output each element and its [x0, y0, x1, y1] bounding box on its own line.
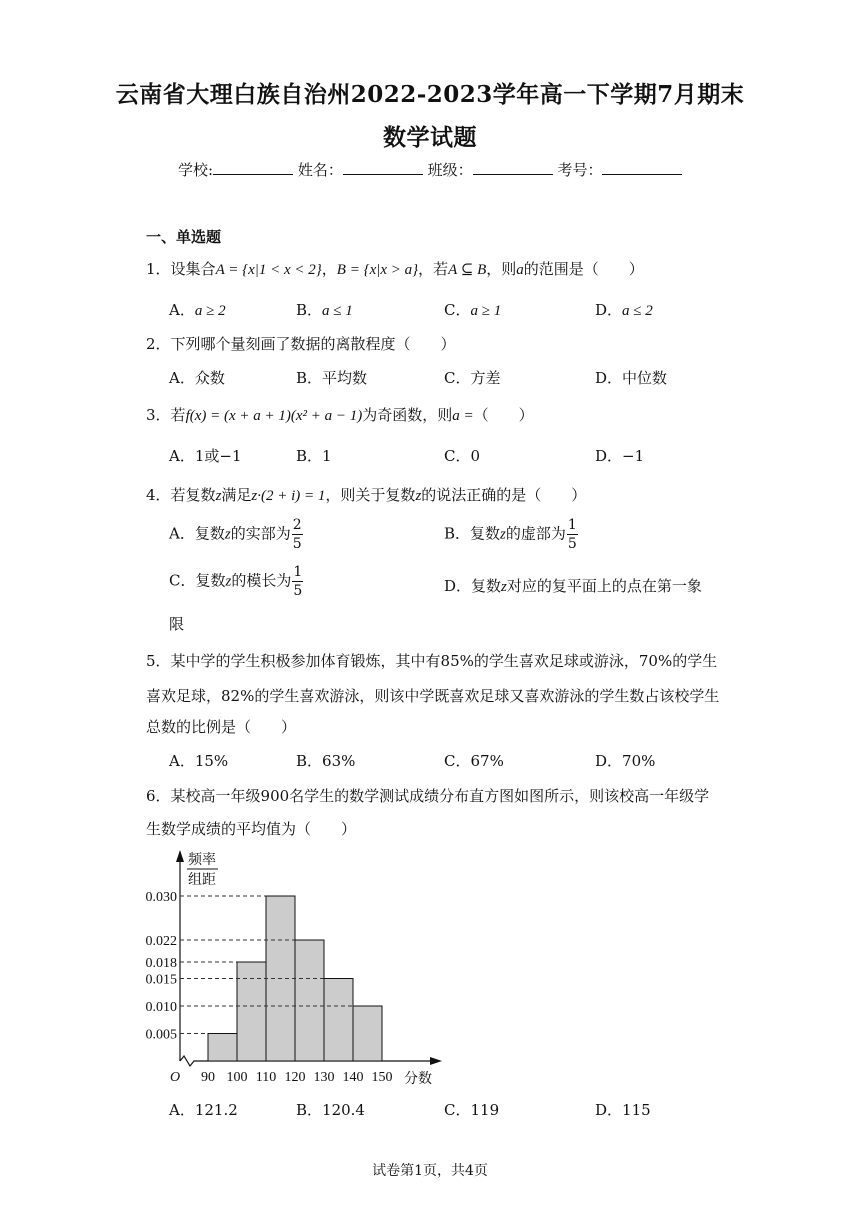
variable-z: z — [224, 526, 231, 543]
option-a[interactable]: A．众数 — [169, 369, 225, 387]
exam-title-line2: 数学试题 — [383, 124, 477, 151]
question-5-line3: 总数的比例是（ ） — [146, 718, 297, 736]
option-d[interactable]: D．115 — [595, 1101, 651, 1119]
histogram-bar — [208, 1034, 237, 1062]
question-number: 4． — [146, 486, 171, 504]
x-axis-arrow — [430, 1057, 442, 1065]
question-6-line2: 生数学成绩的平均值为（ ） — [146, 820, 357, 838]
question-2 — [146, 333, 456, 354]
option-a[interactable]: A．复数z的实部为 $\frac{2}{5}$ — [169, 517, 302, 552]
question-4 — [146, 484, 586, 505]
equation-formula: z·(2 + i) = 1 — [251, 488, 326, 504]
option-text: a ≥ 2 — [194, 303, 226, 319]
question-6 — [146, 785, 709, 806]
page-footer: 试卷第1页，共4页 — [372, 1163, 488, 1179]
histogram-chart — [140, 842, 460, 1087]
option-b[interactable]: B．120.4 — [296, 1101, 365, 1119]
x-tick-label: 130 — [313, 1070, 335, 1085]
question-number: 1． — [146, 260, 171, 278]
option-d-continuation: 限 — [169, 615, 185, 633]
student-info-line — [178, 159, 682, 180]
option-b[interactable]: B．a ≤ 1 — [296, 301, 353, 319]
question-5 — [146, 650, 717, 671]
question-number: 2． — [146, 335, 171, 353]
origin-label: O — [170, 1070, 181, 1085]
x-tick-label: 90 — [201, 1070, 215, 1085]
question-number: 5． — [146, 652, 171, 670]
school-blank[interactable] — [213, 160, 293, 175]
question-text: 设集合 — [170, 260, 216, 278]
school-label: 学校: — [178, 161, 214, 179]
function-formula: f(x) = (x + a + 1)(x² + a − 1) — [185, 408, 363, 424]
set-b-formula: B = {x|x > a} — [336, 262, 419, 278]
question-1 — [146, 258, 644, 279]
exam-no-blank[interactable] — [602, 160, 682, 175]
question-text: （ ） — [473, 406, 534, 424]
y-axis-label-top: 频率 — [188, 853, 216, 868]
question-3 — [146, 404, 534, 425]
question-text: 的说法正确的是（ ） — [421, 486, 587, 504]
question-5-line2: 喜欢足球，82%的学生喜欢游泳，则该中学既喜欢足球又喜欢游泳的学生数占该校学生 — [146, 687, 720, 705]
x-tick-label: 150 — [371, 1070, 393, 1085]
question-text: ，若 — [418, 260, 449, 278]
x-axis-label: 分数 — [404, 1072, 432, 1087]
exam-no-label: 考号： — [557, 161, 603, 179]
fraction: $\frac{2}{5}$ — [292, 517, 302, 552]
question-text: 满足 — [221, 486, 252, 504]
y-tick-label: 0.010 — [145, 1000, 177, 1015]
variable-a: a — [516, 262, 524, 278]
class-blank[interactable] — [473, 160, 553, 175]
question-text: 某校高一年级900名学生的数学测试成绩分布直方图如图所示，则该校高一年级学 — [170, 787, 710, 805]
option-b[interactable]: B．63% — [296, 752, 356, 770]
option-d[interactable]: D．中位数 — [595, 369, 668, 387]
class-label: 班级： — [427, 161, 473, 179]
option-d[interactable]: D．复数z对应的复平面上的点在第一象 — [444, 577, 702, 595]
option-c[interactable]: C．复数z的模长为 $\frac{1}{5}$ — [169, 564, 303, 599]
option-d[interactable]: D．70% — [595, 752, 656, 770]
option-c[interactable]: C．0 — [444, 447, 481, 465]
y-tick-label: 0.018 — [145, 956, 177, 971]
y-axis-arrow — [176, 850, 184, 862]
question-text: ，则关于复数 — [325, 486, 416, 504]
y-tick-label: 0.015 — [145, 972, 177, 988]
option-c[interactable]: C．119 — [444, 1101, 500, 1119]
option-d[interactable]: D．−1 — [595, 447, 645, 465]
fraction: $\frac{1}{5}$ — [567, 517, 577, 552]
question-number: 6． — [146, 787, 171, 805]
option-a[interactable]: A．1或−1 — [169, 447, 242, 465]
set-a-formula: A = {x|1 < x < 2} — [215, 262, 322, 278]
question-text: 若 — [170, 406, 186, 424]
option-d[interactable]: D．a ≤ 2 — [595, 301, 653, 319]
option-text: a ≤ 2 — [622, 303, 653, 319]
variable-z: z — [215, 488, 222, 504]
option-a[interactable]: A．15% — [169, 752, 229, 770]
histogram-bar — [324, 979, 353, 1062]
option-c[interactable]: C．67% — [444, 752, 504, 770]
question-text: ， — [321, 260, 337, 278]
y-tick-label: 0.030 — [145, 890, 177, 905]
variable-z: z — [501, 579, 507, 595]
option-b[interactable]: B．平均数 — [296, 369, 368, 387]
question-text: 若复数 — [170, 486, 216, 504]
x-tick-label: 100 — [226, 1070, 248, 1085]
question-text: 某中学的学生积极参加体育锻炼，其中有85%的学生喜欢足球或游泳，70%的学生 — [170, 652, 718, 670]
question-number: 3． — [146, 406, 171, 424]
section-title: 一、单选题 — [146, 228, 222, 246]
option-text: a ≥ 1 — [470, 303, 502, 319]
x-tick-label: 110 — [255, 1070, 277, 1085]
option-a[interactable]: A．121.2 — [169, 1101, 238, 1119]
x-tick-label: 120 — [284, 1070, 306, 1085]
variable-z: z — [500, 526, 506, 543]
option-c[interactable]: C．方差 — [444, 369, 501, 387]
ask-formula: a = — [452, 408, 474, 424]
histogram-bar — [353, 1006, 382, 1061]
option-b[interactable]: B．复数z的虚部为 $\frac{1}{5}$ — [444, 517, 577, 552]
variable-z: z — [225, 573, 232, 590]
name-label: 姓名： — [297, 161, 343, 179]
y-tick-label: 0.022 — [145, 934, 177, 949]
question-text: 的范围是（ ） — [523, 260, 644, 278]
y-axis-label-bottom: 组距 — [188, 873, 216, 888]
subset-formula: A ⊆ B — [448, 262, 487, 278]
x-tick-label: 140 — [342, 1070, 364, 1085]
fraction: $\frac{1}{5}$ — [293, 564, 303, 599]
option-b[interactable]: B．1 — [296, 447, 332, 465]
exam-title-line1: 云南省大理白族自治州2022-2023学年高一下学期7月期末 — [115, 81, 745, 108]
histogram-bar — [295, 940, 324, 1061]
question-text: 为奇函数，则 — [362, 406, 453, 424]
question-text: 下列哪个量刻画了数据的离散程度（ ） — [170, 335, 456, 353]
option-c[interactable]: C．a ≥ 1 — [444, 301, 502, 319]
question-text: ，则 — [486, 260, 517, 278]
y-tick-label: 0.005 — [145, 1027, 177, 1043]
option-a[interactable]: A．a ≥ 2 — [169, 301, 226, 319]
option-text: a ≤ 1 — [322, 303, 353, 319]
histogram-bar — [237, 962, 266, 1061]
variable-z: z — [415, 488, 422, 504]
name-blank[interactable] — [343, 160, 423, 175]
